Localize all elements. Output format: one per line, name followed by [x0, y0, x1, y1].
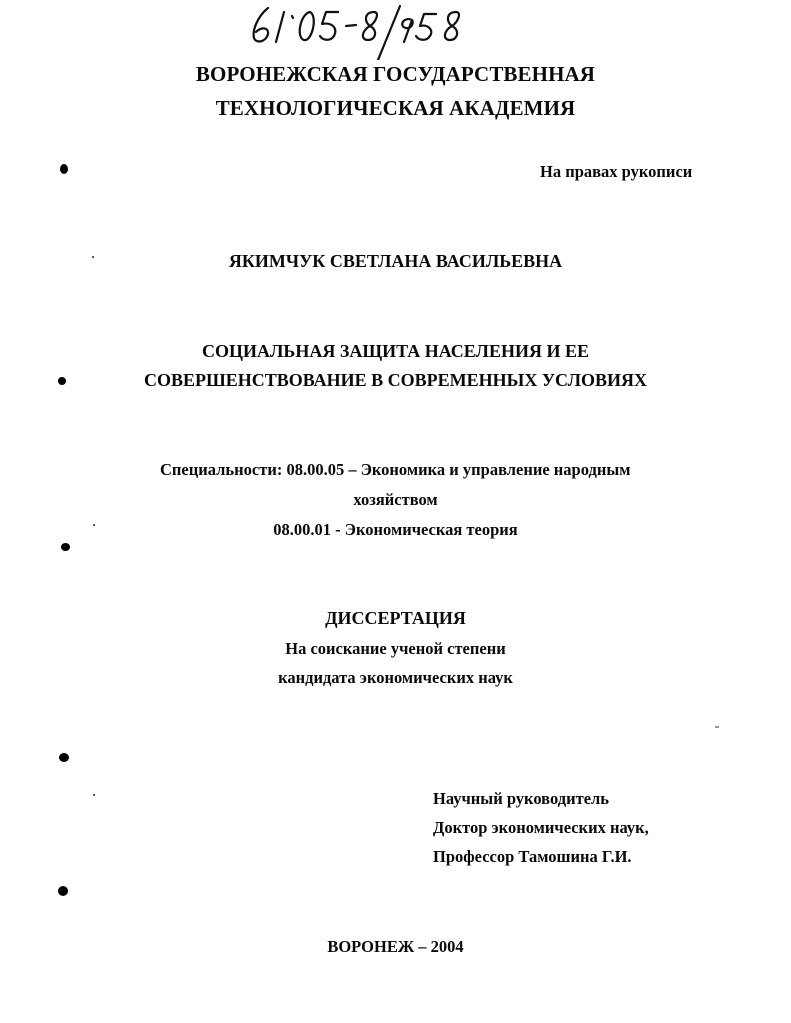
- binder-hole-mark: [59, 753, 69, 762]
- institution-line-1: ВОРОНЕЖСКАЯ ГОСУДАРСТВЕННАЯ: [195, 62, 596, 86]
- work-type-line-2: кандидата экономических наук: [278, 668, 513, 687]
- dissertation-title-line-1: СОЦИАЛЬНАЯ ЗАЩИТА НАСЕЛЕНИЯ И ЕЕ: [202, 341, 589, 361]
- work-type-line-1: На соискание ученой степени: [285, 639, 506, 658]
- specialties-line-2: хозяйством: [353, 490, 438, 509]
- institution-line-2: ТЕХНОЛОГИЧЕСКАЯ АКАДЕМИЯ: [215, 96, 576, 120]
- supervisor-name: Профессор Тамошина Г.И.: [433, 847, 632, 866]
- scan-speck: [93, 794, 95, 796]
- specialties-line-1: Специальности: 08.00.05 – Экономика и управление народным: [160, 460, 631, 479]
- binder-hole-mark: [58, 886, 68, 896]
- scan-speck: [715, 726, 719, 728]
- specialties-line-3: 08.00.01 - Экономическая теория: [273, 520, 518, 539]
- dissertation-title-line-2: СОВЕРШЕНСТВОВАНИЕ В СОВРЕМЕННЫХ УСЛОВИЯХ: [143, 370, 648, 390]
- work-type-heading: ДИССЕРТАЦИЯ: [325, 608, 466, 628]
- supervisor-degree: Доктор экономических наук,: [433, 818, 649, 837]
- rights-note: На правах рукописи: [540, 162, 693, 181]
- binder-hole-mark: [60, 164, 68, 174]
- binder-hole-mark: [61, 543, 70, 551]
- handwritten-archive-mark: [248, 2, 468, 60]
- supervisor-label: Научный руководитель: [433, 789, 609, 808]
- author-name: ЯКИМЧУК СВЕТЛАНА ВАСИЛЬЕВНА: [228, 251, 563, 271]
- place-year: ВОРОНЕЖ – 2004: [327, 937, 464, 956]
